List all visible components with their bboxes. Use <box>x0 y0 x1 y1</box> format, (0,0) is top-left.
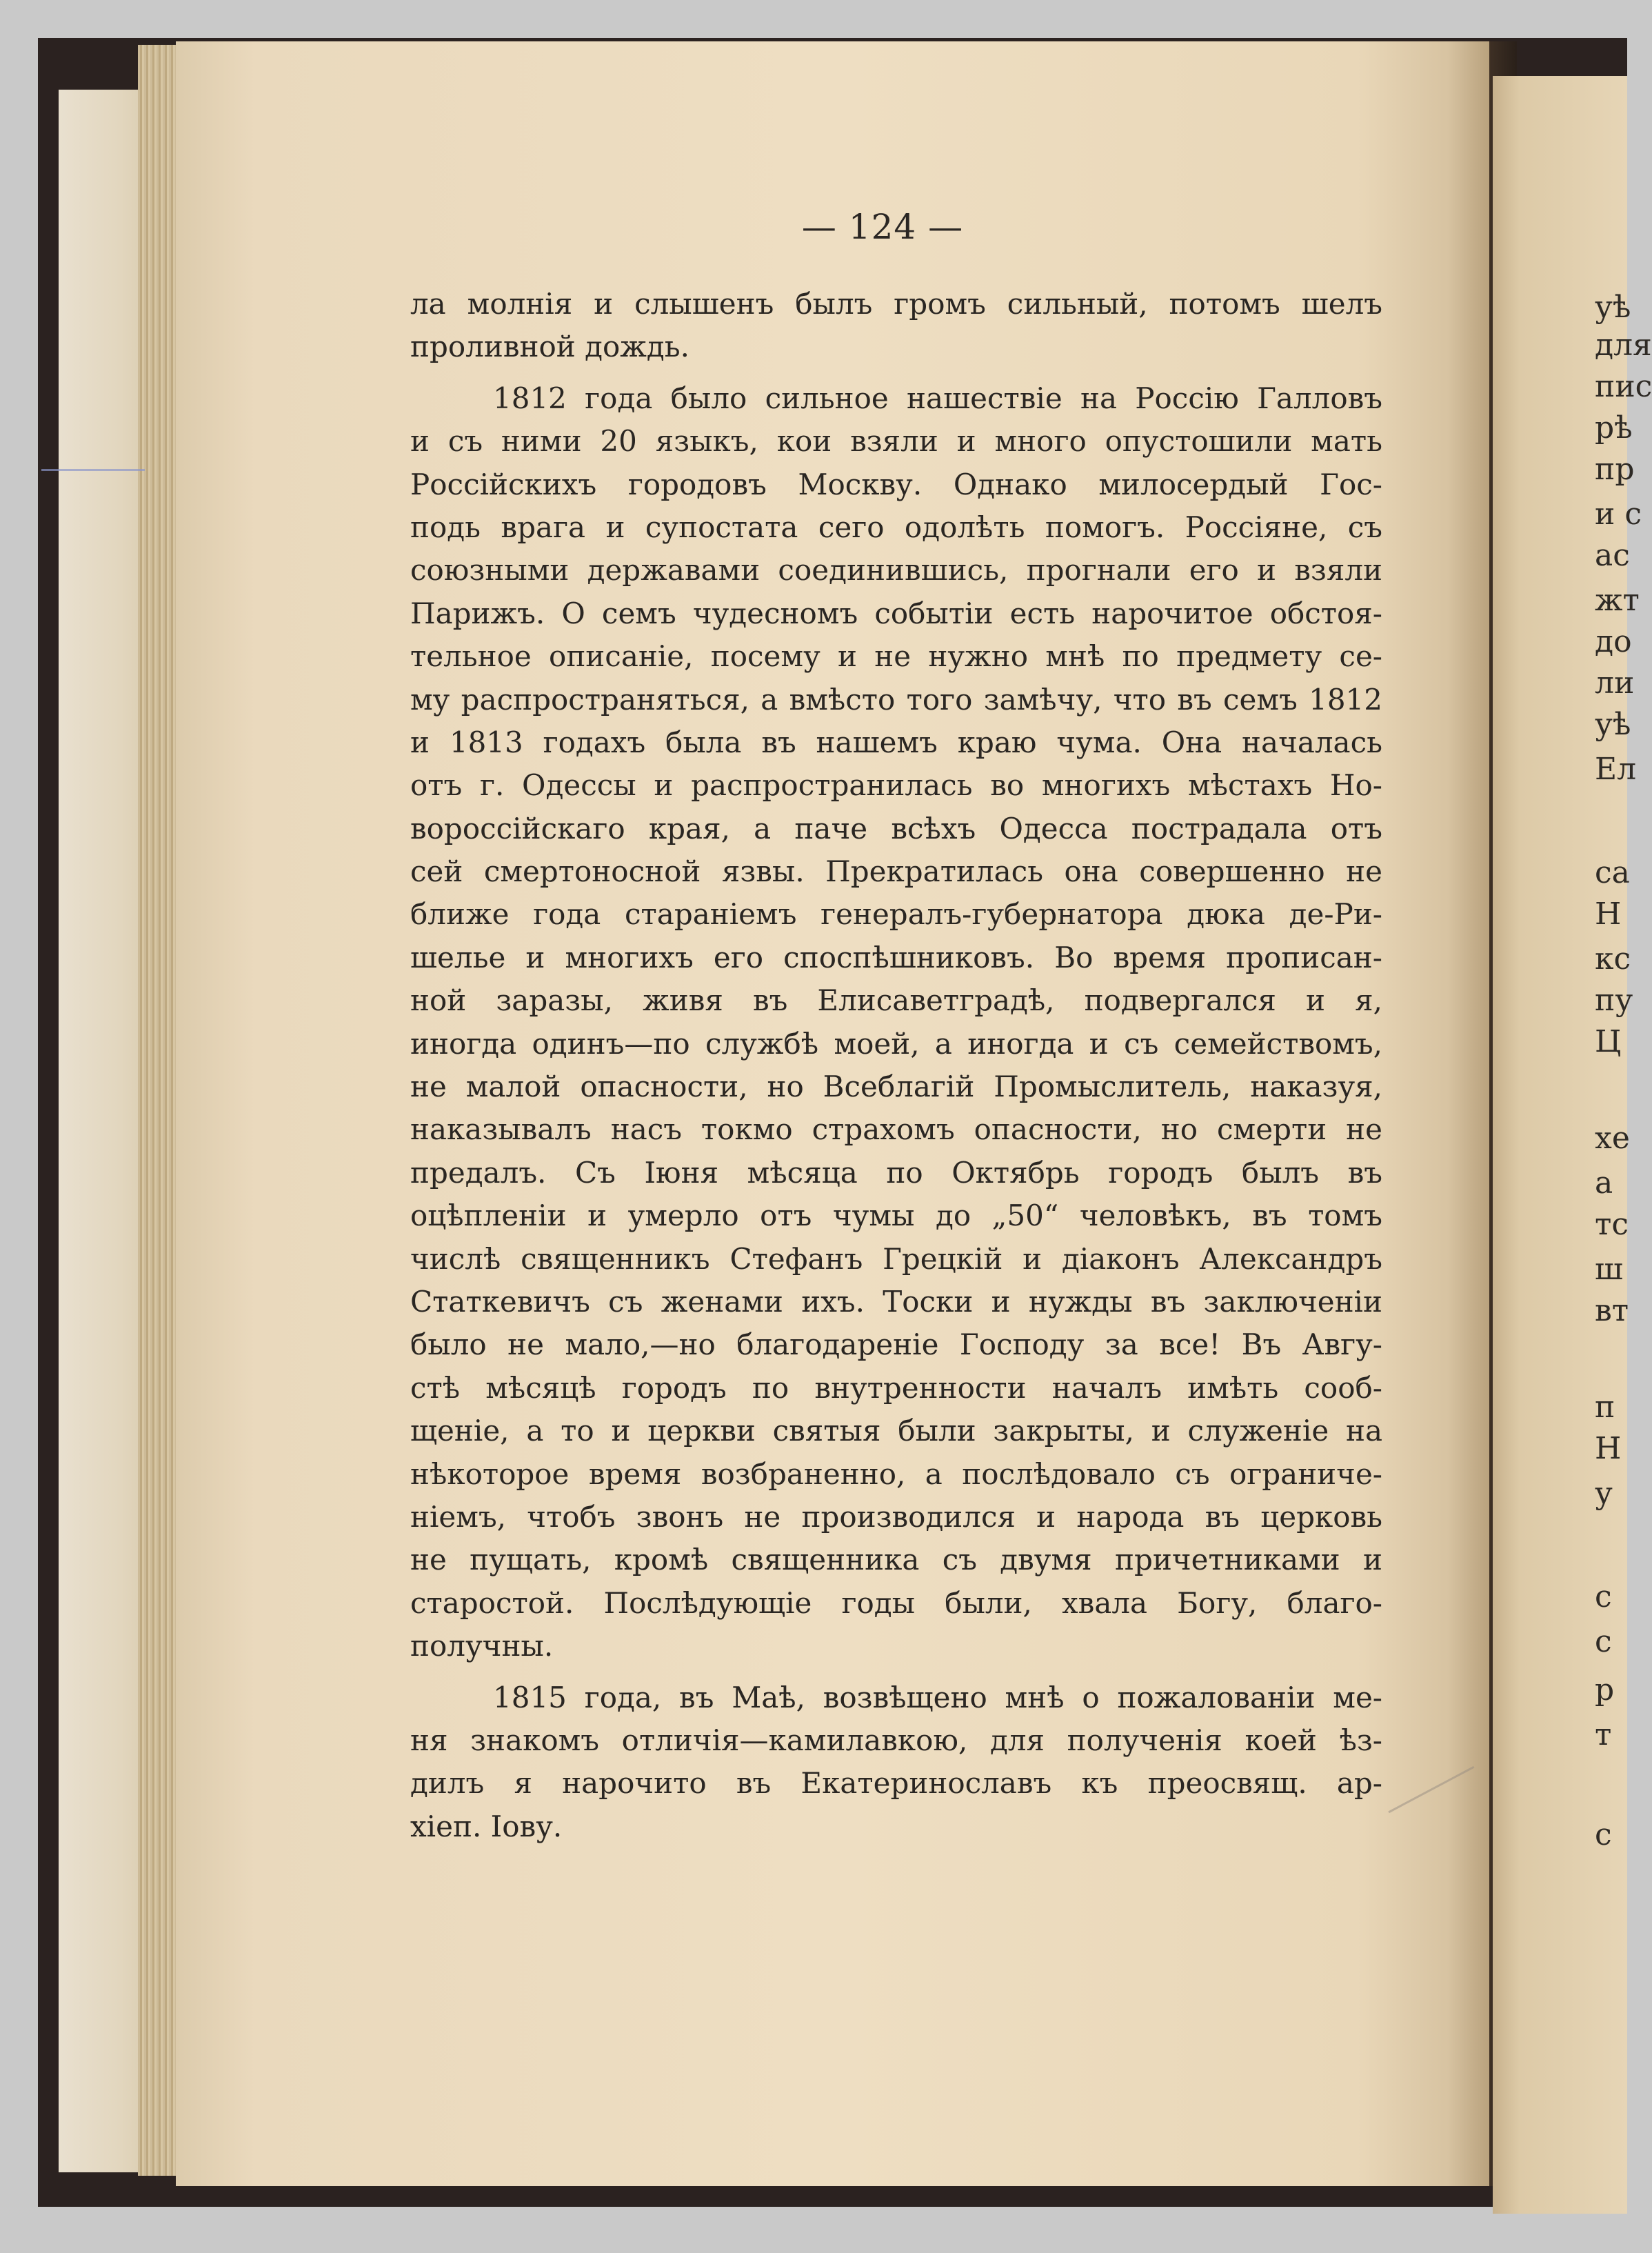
text-line: ной заразы, живя въ Елисаветградѣ, подвергался и я, <box>410 983 1382 1018</box>
text-line: ніемъ, чтобъ звонъ не производился и народа въ церковь <box>410 1499 1382 1534</box>
text-line: союзными державами соединившись, прогнали его и взяли <box>410 553 1382 588</box>
text-line: отъ г. Одессы и распространилась во многихъ мѣстахъ Но- <box>410 768 1382 803</box>
facing-page-text: тс <box>1595 1207 1629 1242</box>
facing-page-text: Н <box>1595 1431 1622 1466</box>
text-line: Статкевичъ съ женами ихъ. Тоски и нужды въ заключеніи <box>410 1284 1382 1319</box>
paragraph-gap <box>410 1668 1382 1676</box>
text-line: старостой. Послѣдующіе годы были, хвала Богу, благо- <box>410 1585 1382 1620</box>
text-line: оцѣпленіи и умерло отъ чумы до „50“ человѣкъ, въ томъ <box>410 1199 1382 1233</box>
text-line: сей смертоносной язвы. Прекратилась она совершенно не <box>410 854 1382 889</box>
text-line: шелье и многихъ его споспѣшниковъ. Во время прописан- <box>410 940 1382 974</box>
facing-page-text: у <box>1595 1476 1613 1511</box>
text-line: стѣ мѣсяцѣ городъ по внутренности началъ имѣть сооб- <box>410 1370 1382 1405</box>
text-line: Россійскихъ городовъ Москву. Однако милосердый Гос- <box>410 467 1382 501</box>
text-line: дилъ я нарочито въ Екатеринославъ къ преосвящ. ар- <box>410 1766 1382 1801</box>
facing-page-text: Н <box>1595 897 1622 932</box>
paragraph-gap <box>410 369 1382 377</box>
text-line: наказывалъ насъ токмо страхомъ опасности, но смерти не <box>410 1112 1382 1147</box>
facing-page-text: вт <box>1595 1293 1629 1328</box>
text-line: проливной дождь. <box>410 330 689 364</box>
facing-page-text: ш <box>1595 1252 1623 1287</box>
facing-page-text: т <box>1595 1717 1612 1752</box>
facing-page-text: а <box>1595 1165 1613 1201</box>
page-number: — 124 — <box>801 207 964 247</box>
facing-page-text: уѣ <box>1595 707 1631 742</box>
facing-page-text: и с <box>1595 497 1642 532</box>
text-line: было не мало,—но благодареніе Господу за все! Въ Авгу- <box>410 1328 1382 1362</box>
facing-page-text: с <box>1595 1817 1612 1852</box>
facing-page-text: с <box>1595 1579 1612 1614</box>
text-line: и съ ними 20 языкъ, кои взяли и много опустошили мать <box>410 424 1382 459</box>
facing-page-text: с <box>1595 1624 1612 1659</box>
facing-page-text: пр <box>1595 452 1635 487</box>
text-line: нѣкоторое время возбраненно, а послѣдовало съ ограниче- <box>410 1456 1382 1491</box>
text-line: Парижъ. О семъ чудесномъ событіи есть нарочитое обстоя- <box>410 596 1382 630</box>
text-line: хіеп. Іову. <box>410 1809 563 1843</box>
text-line: 1815 года, въ Маѣ, возвѣщено мнѣ о пожалованіи ме- <box>493 1680 1382 1714</box>
facing-page-text: пис <box>1595 369 1652 404</box>
text-line: ла молнія и слышенъ былъ громъ сильный, потомъ шелъ <box>410 287 1382 321</box>
text-line: и 1813 годахъ была въ нашемъ краю чума. Она началась <box>410 725 1382 759</box>
facing-page-text: рѣ <box>1595 410 1633 445</box>
facing-page-text: жт <box>1595 583 1640 618</box>
text-line: 1812 года было сильное нашествіе на Россію Галловъ <box>493 381 1382 415</box>
facing-page-text: хе <box>1595 1121 1630 1156</box>
text-line: не пущать, кромѣ священника съ двумя причетниками и <box>410 1543 1382 1577</box>
text-line: тельное описаніе, посему и не нужно мнѣ по предмету се- <box>410 639 1382 674</box>
facing-page-text: уѣ <box>1595 290 1631 325</box>
text-line: щеніе, а то и церкви святыя были закрыты, и служеніе на <box>410 1414 1382 1448</box>
facing-page-text: р <box>1595 1672 1615 1708</box>
facing-page-text: Ел <box>1595 752 1637 787</box>
facing-page-text: са <box>1595 855 1630 890</box>
facing-page-text: п <box>1595 1390 1615 1425</box>
margin-ink-line <box>41 469 145 471</box>
facing-page-fragment <box>1493 76 1652 2214</box>
facing-page-text: Ц <box>1595 1024 1622 1059</box>
text-line: ближе года стараніемъ генералъ-губернатора дюка де-Ри- <box>410 897 1382 932</box>
text-line: получны. <box>410 1629 554 1663</box>
text-line: числѣ священникъ Стефанъ Грецкій и діаконъ Александръ <box>410 1241 1382 1276</box>
text-line: подь врага и супостата сего одолѣть помогъ. Россіяне, съ <box>410 510 1382 544</box>
facing-page-text: ли <box>1595 665 1635 701</box>
page-text <box>410 283 1382 1848</box>
facing-page-text: пу <box>1595 983 1633 1018</box>
facing-page-text: кс <box>1595 941 1631 977</box>
text-line: му распространяться, а вмѣсто того замѣчу, что въ семъ 1812 <box>410 682 1382 717</box>
text-line: иногда одинъ—по службѣ моей, а иногда и съ семействомъ, <box>410 1026 1382 1061</box>
text-line: ня знакомъ отличія—камилавкою, для полученія коей ѣз- <box>410 1723 1382 1757</box>
facing-page-text: ас <box>1595 538 1630 573</box>
text-line: вороссійскаго края, а паче всѣхъ Одесса пострадала отъ <box>410 811 1382 845</box>
facing-page-text: для <box>1595 328 1652 363</box>
text-line: предалъ. Съ Іюня мѣсяца по Октябрь городъ былъ въ <box>410 1155 1382 1190</box>
facing-page-text: до <box>1595 624 1632 659</box>
text-line: не малой опасности, но Всеблагій Промыслитель, наказуя, <box>410 1070 1382 1104</box>
